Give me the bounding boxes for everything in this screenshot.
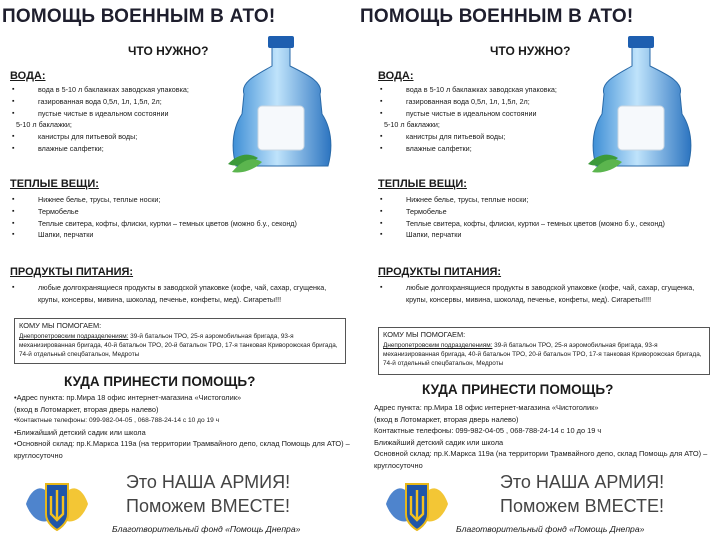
list-item: ▪ газированная вода 0,5л, 1л, 1,5л, 2л; bbox=[378, 96, 590, 108]
list-item: ▪ любые долгохранящиеся продукты в заводской упаковке (кофе, чай, сахар, сгущенка, крупы, консервы, мивина, шоколад, печенье, конфеты, мед). Сигареты!!!! bbox=[378, 282, 710, 306]
address-block bbox=[374, 402, 716, 471]
list-item: ▪ газированная вода 0,5л, 1л, 1,5л, 2л; bbox=[10, 96, 230, 108]
help-recipients-box bbox=[378, 327, 710, 375]
clothes-list bbox=[378, 194, 710, 241]
help-recipients-box bbox=[14, 318, 346, 364]
list-item: 5-10 л баклажки; bbox=[16, 120, 72, 130]
what-needed-heading: ЧТО НУЖНО? bbox=[490, 44, 571, 58]
clothes-list bbox=[10, 194, 346, 241]
army-slogan bbox=[472, 470, 692, 518]
help-box-title: КОМУ МЫ ПОМОГАЕМ: bbox=[19, 321, 102, 330]
food-list bbox=[10, 282, 346, 306]
list-item: ▪ влажные салфетки; bbox=[378, 143, 590, 155]
where-heading: КУДА ПРИНЕСТИ ПОМОЩЬ? bbox=[422, 382, 614, 397]
what-needed-heading: ЧТО НУЖНО? bbox=[128, 44, 209, 58]
list-item: 5-10 л баклажки; bbox=[384, 120, 440, 130]
list-item: ▪ вода в 5-10 л баклажках заводская упаковка; bbox=[10, 84, 230, 96]
army-slogan-line-2: Поможем ВМЕСТЕ! bbox=[500, 496, 664, 516]
water-list bbox=[378, 84, 590, 155]
charity-fund-name: Благотворительный фонд «Помощь Днепра» bbox=[112, 524, 301, 534]
help-box-lead: Днепропетровским подразделениям: bbox=[383, 342, 493, 349]
clothes-section-title: ТЕПЛЫЕ ВЕЩИ: bbox=[10, 178, 99, 190]
ukraine-coat-of-arms-icon bbox=[22, 476, 92, 532]
help-box-text: 39-й батальон ТРО, 25-я аэромобильная бригада, 93-я механизированная бригада, 40-й батальон ТРО, 20-й батальон ТРО, 17-я танковая Криворожская бригада, 74-й отдельный спецбатальон, Медроты bbox=[19, 333, 338, 358]
list-item: ▪ Термобелье bbox=[378, 206, 710, 218]
address-line: •Адрес пункта: пр.Мира 18 офис интернет-магазина «Чистоголик» bbox=[14, 393, 242, 402]
address-block bbox=[14, 392, 354, 461]
phone-line: •Контактные телефоны: 099-982-04-05 , 068-788-24-14 с 10 до 19 ч bbox=[14, 417, 220, 424]
list-item: ▪ пустые чистые в идеальном состоянии bbox=[378, 108, 590, 120]
flyer-header: ПОМОЩЬ ВОЕННЫМ В АТО! bbox=[2, 6, 276, 27]
address-line: •Основной склад: пр.К.Маркса 119а (на территории Трамвайного депо, склад Помощь для АТО) – круглосуточно bbox=[14, 439, 350, 460]
clothes-section-title: ТЕПЛЫЕ ВЕЩИ: bbox=[378, 178, 467, 190]
army-slogan-line-2: Поможем ВМЕСТЕ! bbox=[126, 496, 290, 516]
help-box-lead: Днепропетровским подразделениям: bbox=[19, 333, 129, 340]
address-line: Ближайший детский садик или школа bbox=[374, 437, 504, 447]
charity-fund-name: Благотворительный фонд «Помощь Днепра» bbox=[456, 524, 645, 534]
flyer-header: ПОМОЩЬ ВОЕННЫМ В АТО! bbox=[360, 6, 634, 27]
army-slogan-line-1: Это НАША АРМИЯ! bbox=[125, 472, 291, 492]
list-item: ▪ пустые чистые в идеальном состоянии bbox=[10, 108, 230, 120]
address-line: Адрес пункта: пр.Мира 18 офис интернет-магазина «Чистоголик» bbox=[374, 403, 599, 412]
water-bottle-image bbox=[228, 34, 338, 174]
address-line: (вход в Лотомаркет, вторая дверь налево) bbox=[374, 414, 519, 424]
water-section-title: ВОДА: bbox=[10, 70, 46, 82]
food-list bbox=[378, 282, 710, 306]
where-heading: КУДА ПРИНЕСТИ ПОМОЩЬ? bbox=[64, 374, 256, 389]
list-item: ▪ Шапки, перчатки bbox=[10, 229, 346, 241]
water-bottle-image bbox=[588, 34, 698, 174]
ukraine-coat-of-arms-icon bbox=[382, 476, 452, 532]
list-item: ▪ влажные салфетки; bbox=[10, 143, 230, 155]
list-item: ▪ канистры для питьевой воды; bbox=[10, 131, 230, 143]
army-slogan bbox=[98, 470, 318, 518]
phone-line: Контактные телефоны: 099-982-04-05 , 068-788-24-14 с 10 до 19 ч bbox=[374, 426, 602, 435]
list-item: ▪ Теплые свитера, кофты, флиски, куртки – темных цветов (можно б.у., секонд) bbox=[378, 218, 710, 230]
army-slogan-line-1: Это НАША АРМИЯ! bbox=[499, 472, 665, 492]
water-list bbox=[10, 84, 230, 155]
list-item: ▪ канистры для питьевой воды; bbox=[378, 131, 590, 143]
list-item: ▪ Термобелье bbox=[10, 206, 346, 218]
list-item: ▪ Нижнее белье, трусы, теплые носки; bbox=[10, 194, 346, 206]
help-box-title: КОМУ МЫ ПОМОГАЕМ: bbox=[383, 330, 466, 339]
address-line: •Ближайший детский садик или школа bbox=[14, 427, 146, 437]
list-item: ▪ любые долгохранящиеся продукты в заводской упаковке (кофе, чай, сахар, сгущенка, крупы, консервы, мивина, шоколад, печенье, конфеты, мед). Сигареты!!! bbox=[10, 282, 346, 306]
list-item: ▪ Шапки, перчатки bbox=[378, 229, 710, 241]
list-item: ▪ Теплые свитера, кофты, флиски, куртки – темных цветов (можно б.у., секонд) bbox=[10, 218, 346, 230]
list-item: ▪ вода в 5-10 л баклажках заводская упаковка; bbox=[378, 84, 590, 96]
help-box-text: 39-й батальон ТРО, 25-я аэромобильная бригада, 93-я механизированная бригада, 40-й батальон ТРО, 20-й батальон ТРО, 17-я танковая Криворожская бригада, 74-й отдельный спецбатальон, Медроты bbox=[383, 342, 702, 367]
food-section-title: ПРОДУКТЫ ПИТАНИЯ: bbox=[10, 266, 134, 278]
food-section-title: ПРОДУКТЫ ПИТАНИЯ: bbox=[378, 266, 502, 278]
address-line: Основной склад: пр.К.Маркса 119а (на территории Трамвайного депо, склад Помощь для АТО) – круглосуточно bbox=[374, 449, 708, 470]
water-section-title: ВОДА: bbox=[378, 70, 414, 82]
flyer-right bbox=[360, 0, 720, 540]
address-line: (вход в Лотомаркет, вторая дверь налево) bbox=[14, 404, 159, 414]
list-item: ▪ Нижнее белье, трусы, теплые носки; bbox=[378, 194, 710, 206]
